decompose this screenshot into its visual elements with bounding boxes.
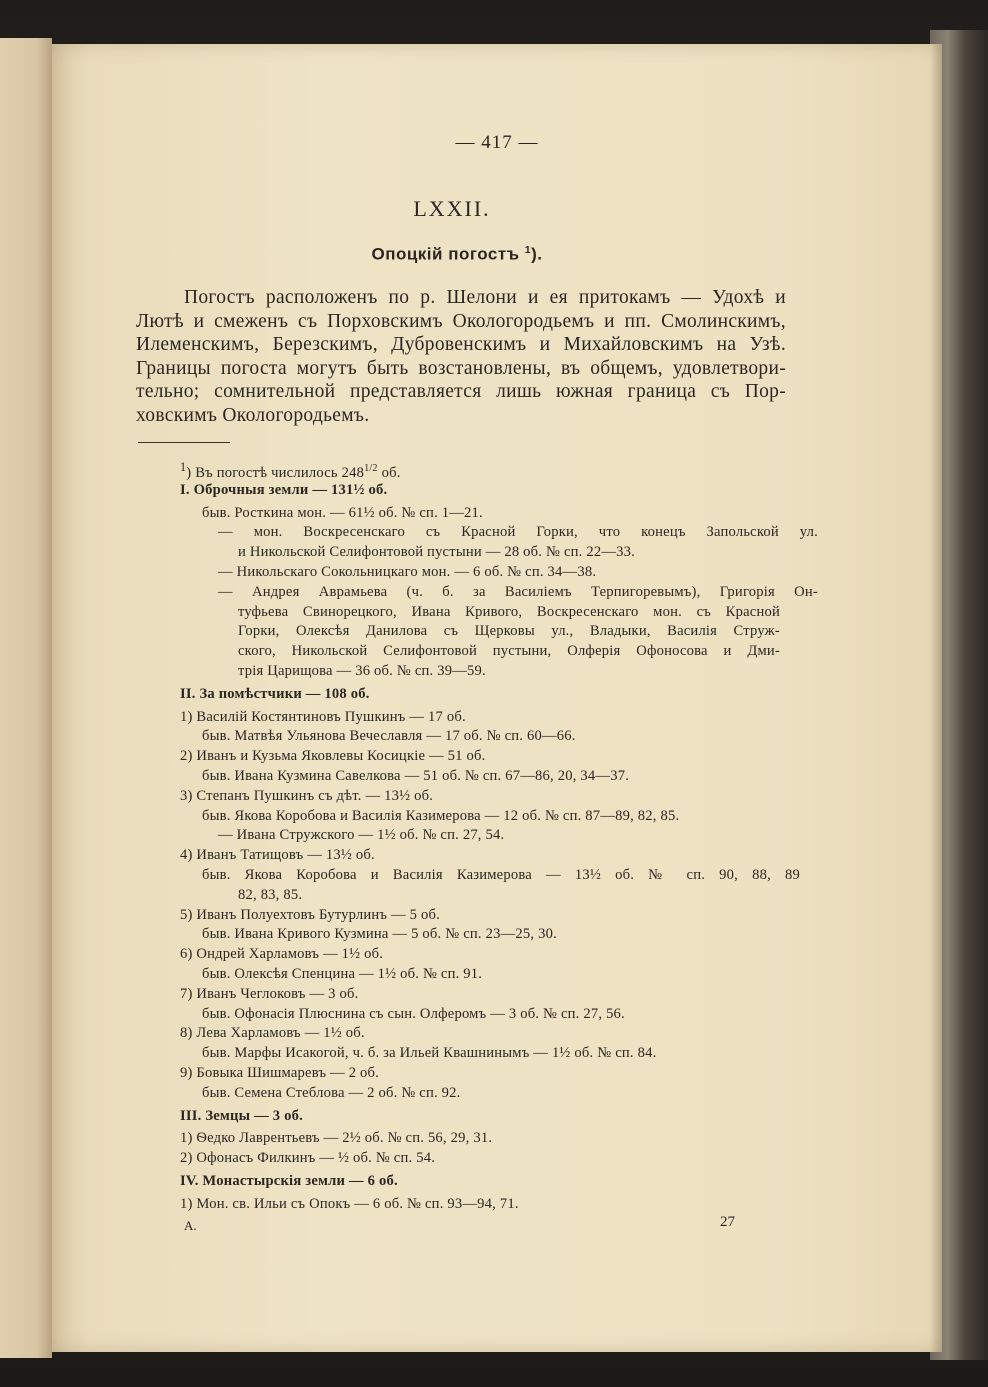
note-line: трія Царищова — 36 об. № сп. 39—59. xyxy=(238,662,486,679)
footnote-mark: 1 xyxy=(180,460,187,474)
note-line: 6) Ондрей Харламовъ — 1½ об. xyxy=(180,946,384,963)
note-line: 1) Мон. св. Ильи съ Опокъ — 6 об. № сп. 93—94, 71. xyxy=(180,1195,519,1212)
note-line: 1) Василій Костянтиновъ Пушкинъ — 17 об. xyxy=(180,708,466,725)
note-line: быв. Олексѣя Спенцина — 1½ об. № сп. 91. xyxy=(202,965,483,982)
note-section-heading: II. За помѣстчики — 108 об. xyxy=(180,685,370,702)
note-section-heading: IV. Монастырскія земли — 6 об. xyxy=(180,1172,398,1189)
note-line: 3) Степанъ Пушкинъ съ дѣт. — 13½ об. xyxy=(180,787,434,804)
chapter-number: LXXII. xyxy=(413,196,491,221)
body-line: Границы погоста могутъ быть возстановлены, въ общемъ, удовлетвори- xyxy=(136,357,786,379)
note-line: 1) Ѳедко Лаврентьевъ — 2½ об. № сп. 56, 29, 31. xyxy=(180,1130,493,1147)
note-line: быв. Якова Коробова и Василія Казимерова — 13½ об. № сп. 90, 88, 89 xyxy=(202,866,800,883)
note-line: быв. Семена Стеблова — 2 об. № сп. 92. xyxy=(202,1084,461,1101)
note-line: быв. Офонасія Плюснина съ сын. Олферомъ — 3 об. № сп. 27, 56. xyxy=(202,1005,625,1022)
note-line: туфьева Свинорецкого, Ивана Кривого, Воскресенскаго мон. съ Красной xyxy=(238,603,780,620)
body-line: Илеменскимъ, Березскимъ, Дубровенскимъ и Михайловскимъ на Узѣ. xyxy=(136,334,786,356)
sheet-number: 27 xyxy=(720,1214,735,1230)
facing-page-edge xyxy=(0,38,52,1358)
footnote-rule xyxy=(138,442,230,443)
body-line: тельно; сомнительной представляется лишь южная граница съ Пор- xyxy=(136,381,786,403)
body-line: Погостъ расположенъ по р. Шелони и ея притокамъ — Удохѣ и xyxy=(184,287,786,308)
section-heading xyxy=(52,244,862,265)
note-line: 82, 83, 85. xyxy=(238,886,303,903)
note-line: 9) Бовыка Шишмаревъ — 2 об. xyxy=(180,1064,380,1081)
book-page xyxy=(52,44,942,1352)
note-line: быв. Марфы Исакогой, ч. б. за Ильей Квашнинымъ — 1½ об. № сп. 84. xyxy=(202,1045,657,1062)
page-number: — 417 — xyxy=(455,132,539,153)
footnote-text: ) Въ погостѣ числилось 248 xyxy=(186,464,365,481)
page-shadow xyxy=(930,44,942,1352)
heading-text: Опоцкій погостъ xyxy=(371,244,520,264)
note-line: ского, Никольской Селифонтовой пустыни, Олферія Офоносова и Дми- xyxy=(238,643,780,660)
body-paragraph xyxy=(136,286,786,428)
heading-suffix: ). xyxy=(531,244,543,264)
note-line: быв. Ивана Кривого Кузмина — 5 об. № сп. 23—25, 30. xyxy=(202,926,557,943)
footnote-tail: об. xyxy=(377,464,401,481)
note-section-heading: I. Оброчныя земли — 131½ об. xyxy=(180,481,388,498)
note-line: — Ивана Стружского — 1½ об. № сп. 27, 54. xyxy=(218,827,505,844)
note-line: 7) Иванъ Чеглоковъ — 3 об. xyxy=(180,985,359,1002)
note-line: Горки, Олексѣя Данилова съ Щерковы ул., Владыки, Василія Струж- xyxy=(238,623,780,640)
note-line: 2) Иванъ и Кузьма Яковлевы Косицкіе — 51 об. xyxy=(180,748,486,765)
note-line: и Никольской Селифонтовой пустыни — 28 об. № сп. 22—33. xyxy=(238,544,635,561)
note-line: 8) Лева Харламовъ — 1½ об. xyxy=(180,1025,365,1042)
footnote-1 xyxy=(180,458,818,481)
footnote-frac: 1/2 xyxy=(364,463,378,474)
note-line: 4) Иванъ Татищовъ — 13½ об. xyxy=(180,847,375,864)
note-line: быв. Якова Коробова и Василія Казимерова — 12 об. № сп. 87—89, 82, 85. xyxy=(202,807,680,824)
note-line: — Андрея Аврамьева (ч. б. за Василіемъ Терпигоревымъ), Григорія Он- xyxy=(218,583,818,600)
note-line: 5) Иванъ Полуехтовъ Бутурлинъ — 5 об. xyxy=(180,906,440,923)
note-section-heading: III. Земцы — 3 об. xyxy=(180,1107,303,1124)
note-line: 2) Офонасъ Филкинъ — ½ об. № сп. 54. xyxy=(180,1150,436,1167)
footnotes xyxy=(180,458,818,1214)
note-line: быв. Росткина мон. — 61½ об. № сп. 1—21. xyxy=(202,504,483,521)
signature-mark: А. xyxy=(184,1218,197,1233)
note-line: — Никольскаго Сокольницкаго мон. — 6 об. № сп. 34—38. xyxy=(218,563,597,580)
heading-note-mark: 1 xyxy=(524,244,532,256)
body-line: Лютѣ и смеженъ съ Порховскимъ Окологородьемъ и пп. Смолинскимъ, xyxy=(136,310,786,332)
body-line: ховскимъ Окологородьемъ. xyxy=(136,404,370,426)
note-line: быв. Матвѣя Ульянова Вечеславля — 17 об. № сп. 60—66. xyxy=(202,728,576,745)
note-line: быв. Ивана Кузмина Савелкова — 51 об. № сп. 67—86, 20, 34—37. xyxy=(202,767,630,784)
note-line: — мон. Воскресенскаго съ Красной Горки, что конецъ Запольской ул. xyxy=(218,524,818,541)
